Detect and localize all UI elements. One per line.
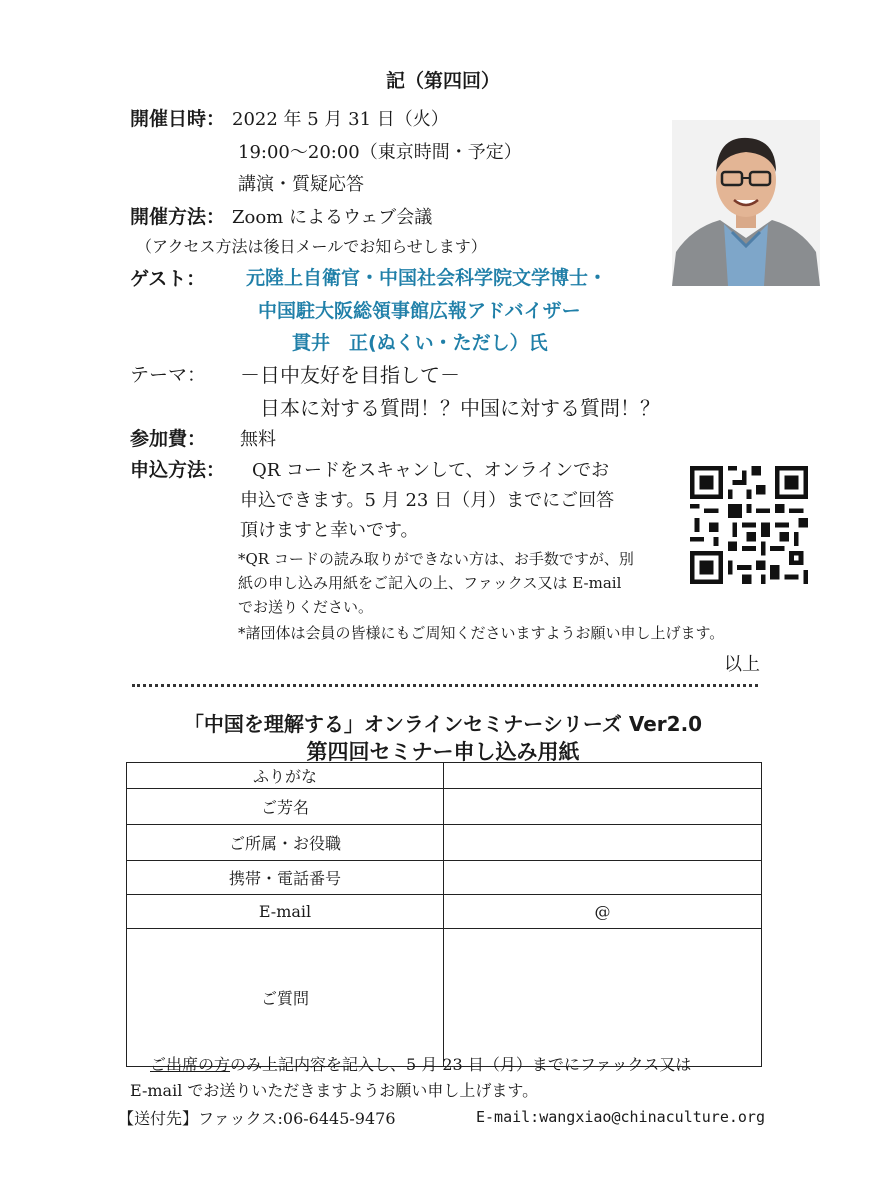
form-input-furigana[interactable] <box>444 763 762 789</box>
guest-name: 貫井 正(ぬくい・ただし）氏 <box>292 332 548 354</box>
form-label-name: ご芳名 <box>127 789 444 825</box>
form-label-question: ご質問 <box>127 929 444 1067</box>
form-row-question <box>127 929 762 1067</box>
form-label-affiliation: ご所属・お役職 <box>127 825 444 861</box>
apply-line2: 申込できます。5 月 23 日（月）までにご回答 <box>240 490 615 511</box>
theme-label: テーマ： <box>130 364 207 386</box>
fee-value: 無料 <box>240 429 276 450</box>
guest-line2: 中国駐大阪総領事館広報アドバイザー <box>258 300 581 322</box>
form-label-email: E-mail <box>127 895 444 929</box>
notice-title: 記（第四回） <box>385 70 500 92</box>
guest-line1: 元陸上自衛官・中国社会科学院文学博士・ <box>246 267 608 289</box>
qr-code[interactable] <box>690 466 808 584</box>
form-input-phone[interactable] <box>444 861 762 895</box>
footer-line2: E-mail でお送りいただきますようお願い申し上げます。 <box>130 1081 539 1100</box>
form-row-email <box>127 895 762 929</box>
form-label-furigana: ふりがな <box>127 763 444 789</box>
form-row-phone <box>127 861 762 895</box>
apply-note4: *諸団体は会員の皆様にもご周知くださいますようお願い申し上げます。 <box>238 624 725 642</box>
apply-note3: でお送りください。 <box>238 598 374 616</box>
theme-line2: 日本に対する質問！？中国に対する質問！？ <box>260 396 660 420</box>
schedule-label: 開催日時： <box>130 108 226 130</box>
application-form <box>126 762 762 1067</box>
form-input-affiliation[interactable] <box>444 825 762 861</box>
method-note: （アクセス方法は後日メールでお知らせします） <box>136 237 487 256</box>
fee-label: 参加費： <box>130 428 207 450</box>
guest-label: ゲスト： <box>130 268 206 290</box>
footer-line1: のみ上記内容を記入し、5 月 23 日（月）までにファックス又は <box>230 1055 692 1074</box>
apply-label: 申込方法： <box>130 459 226 481</box>
guest-photo <box>672 120 820 286</box>
method-value: Zoom によるウェブ会議 <box>232 207 433 228</box>
footer-fax: 【送付先】ファックス:06-6445-9476 <box>118 1109 396 1128</box>
form-row-furigana <box>127 763 762 789</box>
schedule-date: 2022 年 5 月 31 日（火） <box>232 109 449 130</box>
form-row-name <box>127 789 762 825</box>
apply-line3: 頂けますと幸いです。 <box>240 520 419 541</box>
apply-line1: QR コードをスキャンして、オンラインでお <box>252 460 610 481</box>
closing-text: 以上 <box>724 654 760 675</box>
form-title: 第四回セミナー申し込み用紙 <box>306 740 580 764</box>
apply-note2: 紙の申し込み用紙をご記入の上、ファックス又は E-mail <box>238 574 622 592</box>
footer-email[interactable]: E-mail:wangxiao@chinaculture.org <box>476 1108 765 1126</box>
method-label: 開催方法： <box>130 206 226 228</box>
schedule-content: 講演・質疑応答 <box>238 174 364 195</box>
footer-underlined: ご出席の方 <box>150 1055 231 1074</box>
theme-line1: －日中友好を目指して－ <box>240 363 460 387</box>
form-series-title: 「中国を理解する」オンラインセミナーシリーズ Ver2.0 <box>183 712 703 736</box>
form-input-question[interactable] <box>444 929 762 1067</box>
apply-note1: *QR コードの読み取りができない方は、お手数ですが、別 <box>238 550 634 568</box>
form-input-name[interactable] <box>444 789 762 825</box>
schedule-time: 19:00～20:00（東京時間・予定） <box>238 142 522 163</box>
form-input-email[interactable]: @ <box>444 895 762 929</box>
dotted-divider <box>132 684 758 687</box>
form-row-affiliation <box>127 825 762 861</box>
form-label-phone: 携帯・電話番号 <box>127 861 444 895</box>
footer-instruction <box>150 1052 691 1075</box>
